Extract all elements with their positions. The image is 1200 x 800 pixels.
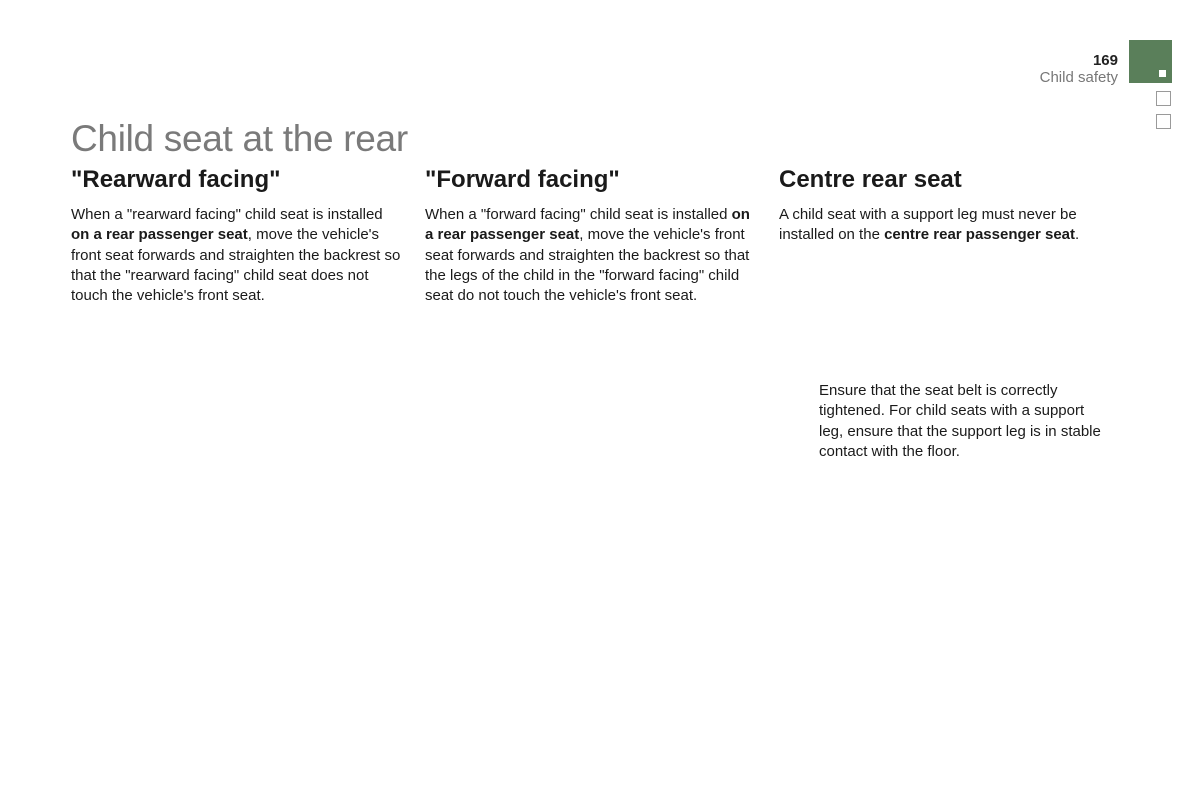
column-text — [71, 205, 401, 306]
bold-text-segment: on a rear passenger seat — [425, 206, 750, 244]
section-square-icon — [1156, 91, 1171, 106]
chapter-tab-marker — [1129, 40, 1172, 83]
column-centre-rear-seat — [779, 165, 1109, 246]
page-title: Child seat at the rear — [71, 118, 408, 159]
section-square-icon — [1156, 114, 1171, 129]
column-text — [425, 205, 755, 306]
column-rearward-facing — [71, 165, 401, 306]
page-number: 169 — [1092, 52, 1118, 69]
column-text — [779, 205, 1109, 246]
text-segment: . — [1075, 226, 1080, 244]
seat-belt-note: Ensure that the seat belt is correctly tightened. For child seats with a support leg, ensure that the support leg is in stable contact with the floor. — [819, 382, 1101, 460]
bold-text-segment: on a rear passenger seat — [71, 226, 248, 244]
text-segment: , move the vehicle's front seat forwards and straighten the backrest so that the "rearward facing" child seat does not touch the vehicle's front seat. — [71, 226, 401, 305]
column-heading: Centre rear seat — [779, 166, 962, 193]
text-segment: When a "forward facing" child seat is installed — [425, 206, 732, 223]
section-name: Child safety — [1039, 69, 1118, 86]
text-segment: When a "rearward facing" child seat is installed — [71, 206, 383, 223]
current-section-square-icon — [1159, 70, 1166, 77]
column-forward-facing — [425, 165, 755, 306]
column-heading: "Rearward facing" — [71, 166, 281, 193]
text-segment: A child seat with a support leg must never be installed on the — [779, 206, 1077, 244]
text-segment: , move the vehicle's front seat forwards and straighten the backrest so that the legs of the child in the "forward facing" child seat do not touch the vehicle's front seat. — [425, 226, 750, 305]
column-heading: "Forward facing" — [425, 166, 620, 193]
bold-text-segment: centre rear passenger seat — [884, 226, 1076, 244]
